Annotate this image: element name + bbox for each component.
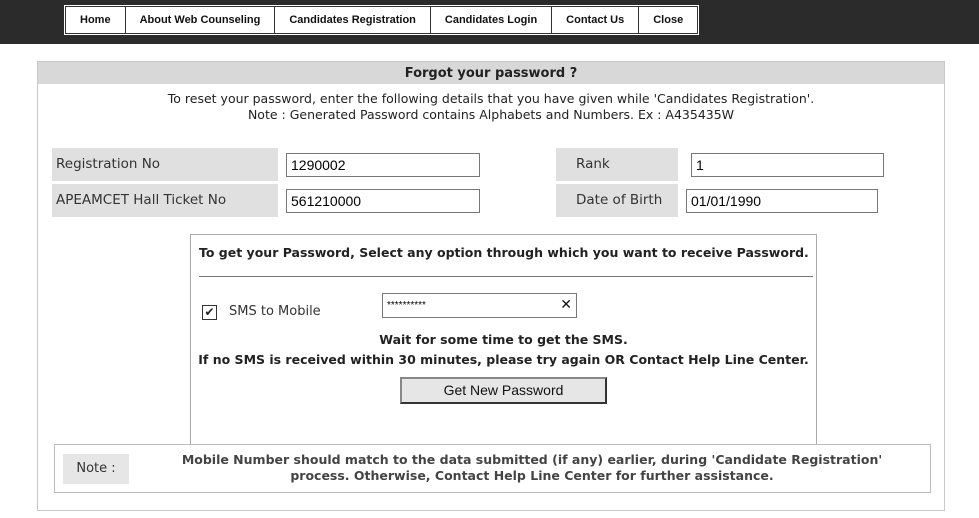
checkmark-icon: ✔ (204, 305, 215, 319)
nav-candidates-registration[interactable]: Candidates Registration (275, 6, 431, 34)
divider (199, 276, 813, 277)
dob-label: Date of Birth (576, 192, 663, 208)
options-heading: To get your Password, Select any option through which you want to receive Password. (199, 245, 809, 260)
close-icon[interactable]: ✕ (560, 297, 572, 313)
nav-about-web-counseling[interactable]: About Web Counseling (126, 6, 276, 34)
get-new-password-button[interactable]: Get New Password (400, 377, 607, 404)
nav-close[interactable]: Close (639, 6, 698, 34)
intro-text (38, 91, 944, 123)
forgot-password-panel (37, 61, 945, 511)
page-title: Forgot your password ? (38, 62, 944, 84)
main-menu (64, 5, 699, 35)
registration-no-input[interactable] (286, 153, 480, 177)
note-box (54, 444, 931, 493)
nav-contact-us[interactable]: Contact Us (552, 6, 639, 34)
mobile-number-field (382, 293, 577, 318)
form-row-hallticket (52, 184, 944, 217)
nav-home[interactable]: Home (65, 6, 126, 34)
registration-no-label: Registration No (56, 156, 161, 172)
top-nav-bar (0, 0, 979, 44)
sms-checkbox[interactable] (202, 305, 217, 320)
rank-input[interactable] (691, 153, 884, 177)
note-line-2: process. Otherwise, Contact Help Line Center for further assistance. (290, 468, 774, 483)
hall-ticket-label: APEAMCET Hall Ticket No (56, 192, 227, 208)
rank-label: Rank (576, 156, 610, 172)
sms-to-mobile-label: SMS to Mobile (229, 304, 321, 319)
intro-line-2: Note : Generated Password contains Alphabets and Numbers. Ex : A435435W (247, 107, 735, 122)
hall-ticket-input[interactable] (286, 189, 480, 213)
note-line-1: Mobile Number should match to the data submitted (if any) earlier, during 'Candidate Registration' (181, 452, 883, 467)
wait-sms-text: Wait for some time to get the SMS. (379, 332, 628, 347)
note-text (137, 452, 927, 484)
nav-candidates-login[interactable]: Candidates Login (431, 6, 552, 34)
intro-line-1: To reset your password, enter the following details that you have given while 'Candidates Registration'. (167, 91, 815, 106)
note-label: Note : (63, 454, 129, 484)
mobile-number-input[interactable] (383, 294, 561, 317)
dob-input[interactable] (686, 189, 878, 213)
no-sms-help-text: If no SMS is received within 30 minutes, please try again OR Contact Help Line Center. (198, 352, 809, 367)
password-delivery-options (190, 234, 817, 456)
form-row-registration (52, 148, 944, 181)
